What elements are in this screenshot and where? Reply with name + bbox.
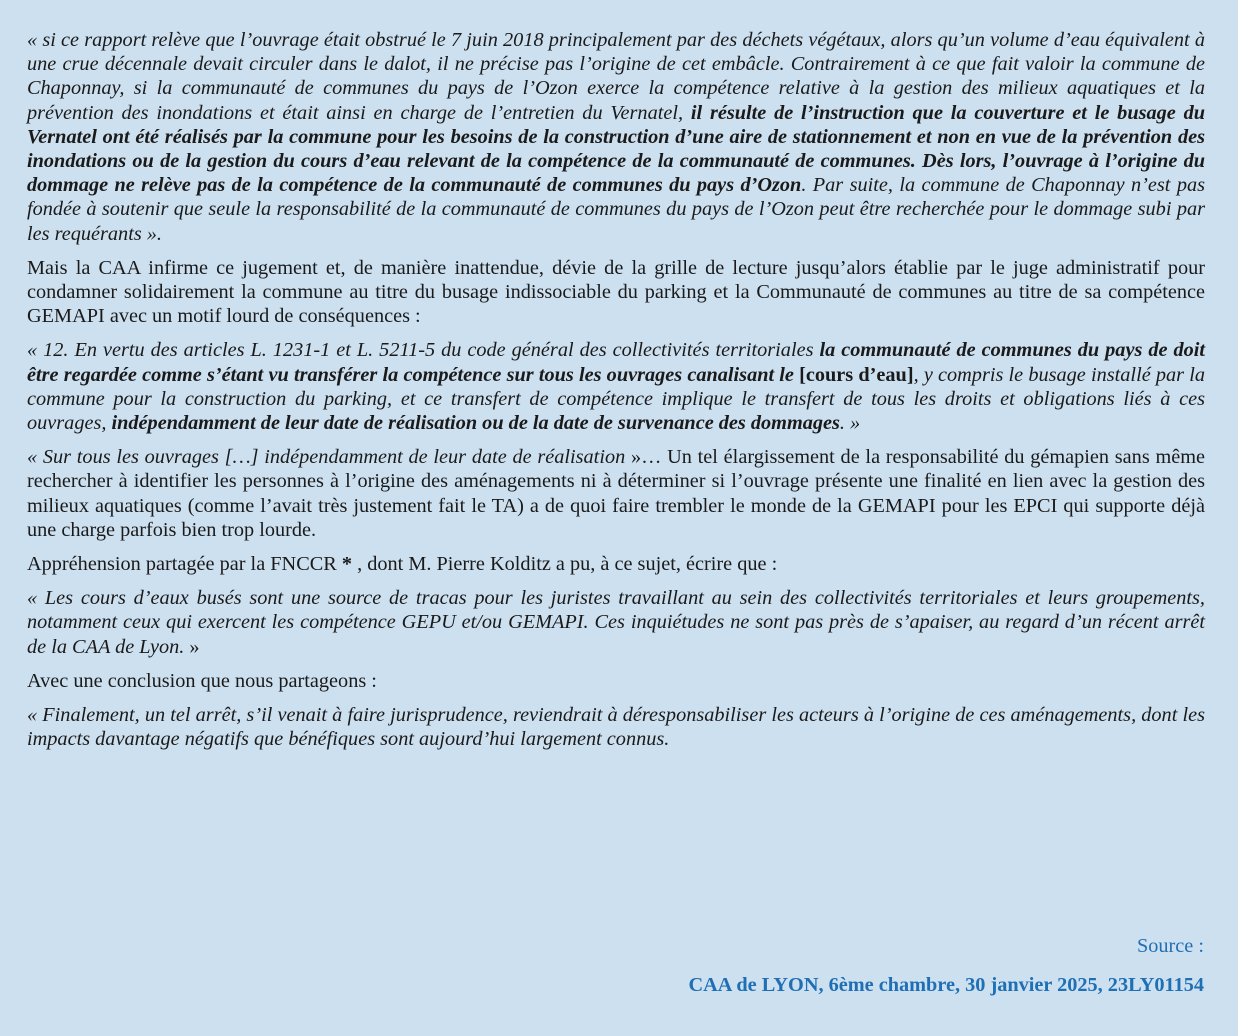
quote-emphasis: la communauté de communes du pays de doit être regardée comme s’étant vu transférer la compétence sur tous les ouvrages canalisant le — [27, 339, 1205, 386]
paragraph-text: Mais la CAA infirme ce jugement et, de manière inattendue, dévie de la grille de lecture jusqu’alors établie par le juge administratif pour condamner solidairement la commune au titre du busage indissociable du parking et la Communauté de communes au titre de sa compétence GEMAPI avec un motif lourd de conséquences : — [27, 256, 1205, 328]
paragraph-text: Appréhension partagée par la FNCCR — [27, 553, 342, 576]
quote-emphasis: il résulte de l’instruction que la couverture et le busage du Vernatel ont été réalisés par la commune pour les besoins de la construction d’une aire de stationnement et non en vue de la prévention des inondations ou de la gestion du cours d’eau relevant de la compétence de la communauté de communes. Dès lors, l’ouvrage à l’origine du dommage ne relève pas de la compétence de la communauté de communes du pays d’Ozon — [27, 101, 1206, 197]
footnote-star: * — [341, 553, 352, 576]
source-block — [689, 934, 1205, 997]
commentary-extension — [27, 445, 1205, 542]
quote-text: « 12. En vertu des articles L. 1231-1 et L. 5211-5 du code général des collectivités territoriales — [27, 339, 820, 362]
quote-emphasis: indépendamment de leur date de réalisation ou de la date de survenance des dommages — [111, 412, 840, 435]
paragraph-text: »… Un tel élargissement de la responsabilité du gémapien sans même rechercher à identifier les personnes à l’origine des aménagements ni à déterminer si l’ouvrage présente une finalité en lien avec la gestion des milieux aquatiques (comme l’avait très justement fait le TA) a de quoi faire trembler le monde de la GEMAPI pour les EPCI qui supporte déjà une charge parfois bien trop lourde. — [27, 446, 1205, 541]
quote-conclusion — [27, 703, 1205, 751]
quote-text: , y compris le busage installé par la commune pour la construction du parking, et ce transfert de compétence implique le transfert de tous les droits et obligations liés à ces ouvrages, — [27, 363, 1206, 435]
paragraph-text: , dont M. Pierre Kolditz a pu, à ce sujet, écrire que : — [352, 553, 778, 576]
quote-text: « si ce rapport relève que l’ouvrage était obstrué le 7 juin 2018 principalement par des déchets végétaux, alors qu’un volume d’eau équivalent à une crue décennale devait circuler dans le dalot, il ne précise pas l’origine de cet embâcle. Contrairement à ce que fait valoir la commune de Chaponnay, si la communauté de communes du pays de l’Ozon exerce la compétence relative à la gestion des milieux aquatiques et la prévention des inondations et était ainsi en charge de l’entretien du Vernatel, — [27, 29, 1205, 124]
quote-judgment-ta — [27, 28, 1205, 246]
source-label: Source : — [1136, 935, 1204, 957]
quote-text: « Finalement, un tel arrêt, s’il venait à faire jurisprudence, reviendrait à déresponsabiliser les acteurs à l’origine de ces aménagements, dont les impacts davantage négatifs que bénéfiques sont aujourd’hui largement connus. — [27, 704, 1205, 751]
quote-kolditz — [27, 586, 1205, 659]
commentary-caa — [27, 256, 1205, 329]
quote-caa-ruling — [27, 338, 1205, 435]
quote-text: . Par suite, la commune de Chaponnay n’est pas fondée à soutenir que seule la responsabilité de la communauté de communes du pays de l’Ozon peut être recherchée pour le dommage subi par les requérants ». — [27, 174, 1205, 245]
commentary-conclusion — [27, 669, 1205, 693]
commentary-fnccr — [27, 552, 1205, 576]
quote-text: « Sur tous les ouvrages […] indépendamment de leur date de réalisation — [27, 446, 626, 469]
paragraph-text: » — [184, 635, 200, 658]
source-reference: CAA de LYON, 6ème chambre, 30 janvier 2025, 23LY01154 — [688, 974, 1204, 996]
quote-text: . » — [839, 412, 861, 435]
paragraph-text: Avec une conclusion que nous partageons : — [27, 669, 377, 692]
quote-bracket: [cours d’eau] — [799, 363, 914, 386]
quote-text: « Les cours d’eaux busés sont une source de tracas pour les juristes travaillant au sein des collectivités territoriales et leurs groupements, notamment ceux qui exercent les compétence GEPU et/ou GEMAPI. Ces inquiétudes ne sont pas près de s’apaiser, au regard d’un récent arrêt de la CAA de Lyon. — [27, 587, 1205, 658]
